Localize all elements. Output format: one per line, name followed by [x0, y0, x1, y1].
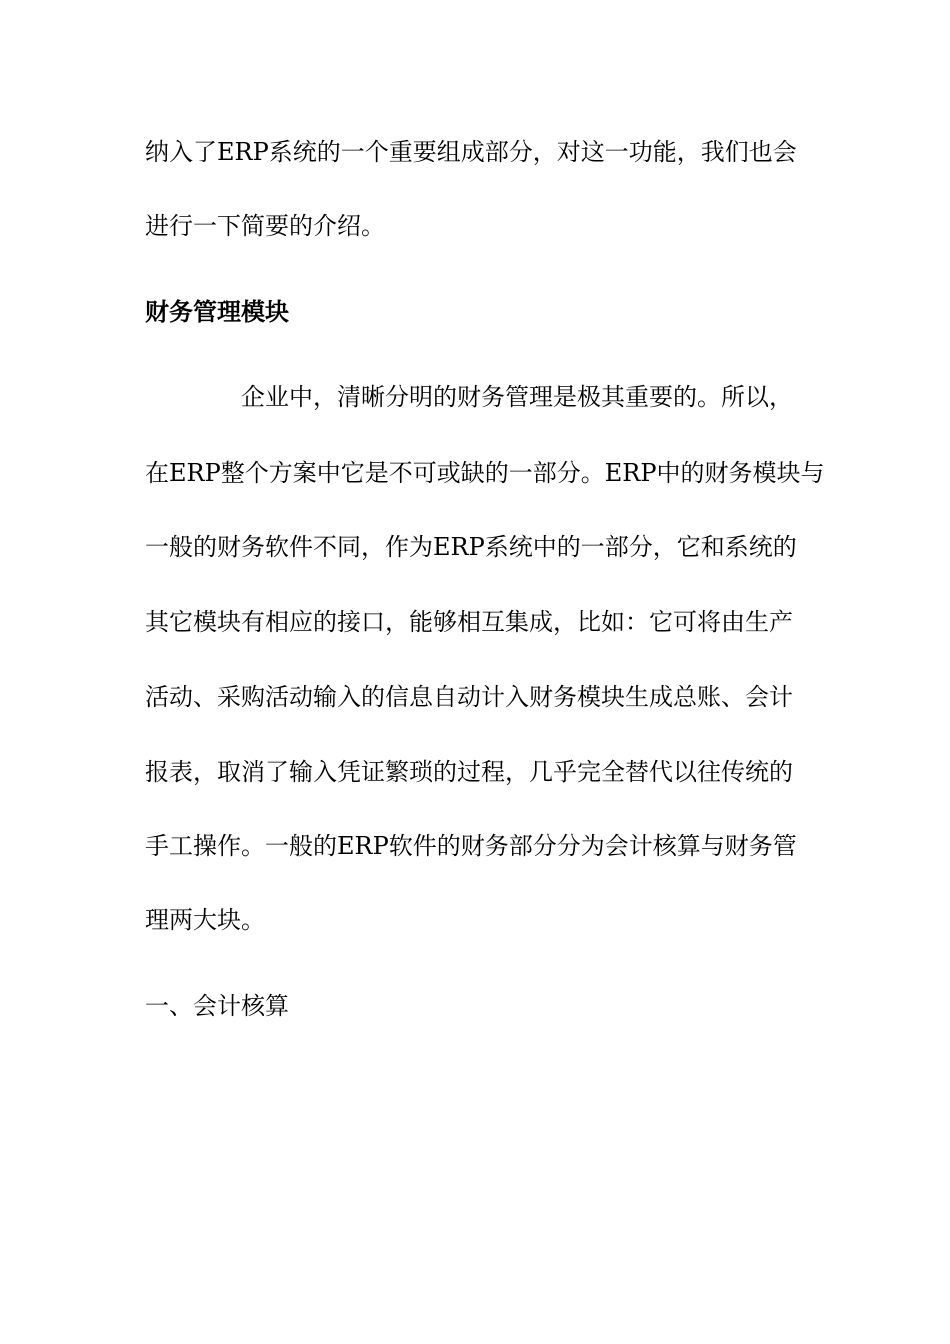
paragraph-line-5: 活动、采购活动输入的信息自动计入财务模块生成总账、会计 — [145, 683, 793, 711]
paragraph-line-1: 企业中，清晰分明的财务管理是极其重要的。所以， — [241, 383, 793, 411]
paragraph-line-4: 其它模块有相应的接口，能够相互集成，比如：它可将由生产 — [145, 608, 793, 636]
paragraph-line-3: 一般的财务软件不同，作为ERP系统中的一部分，它和系统的 — [145, 533, 797, 561]
subheading: 一、会计核算 — [145, 992, 289, 1020]
section-heading: 财务管理模块 — [145, 298, 289, 326]
paragraph-line-7: 手工操作。一般的ERP软件的财务部分分为会计核算与财务管 — [145, 832, 797, 860]
intro-line-1: 纳入了ERP系统的一个重要组成部分，对这一功能，我们也会 — [145, 138, 797, 166]
intro-line-2: 进行一下简要的介绍。 — [145, 212, 385, 240]
paragraph-line-8: 理两大块。 — [145, 906, 265, 934]
paragraph-line-6: 报表，取消了输入凭证繁琐的过程，几乎完全替代以往传统的 — [145, 758, 793, 786]
paragraph-line-2: 在ERP整个方案中它是不可或缺的一部分。ERP中的财务模块与 — [145, 459, 825, 487]
